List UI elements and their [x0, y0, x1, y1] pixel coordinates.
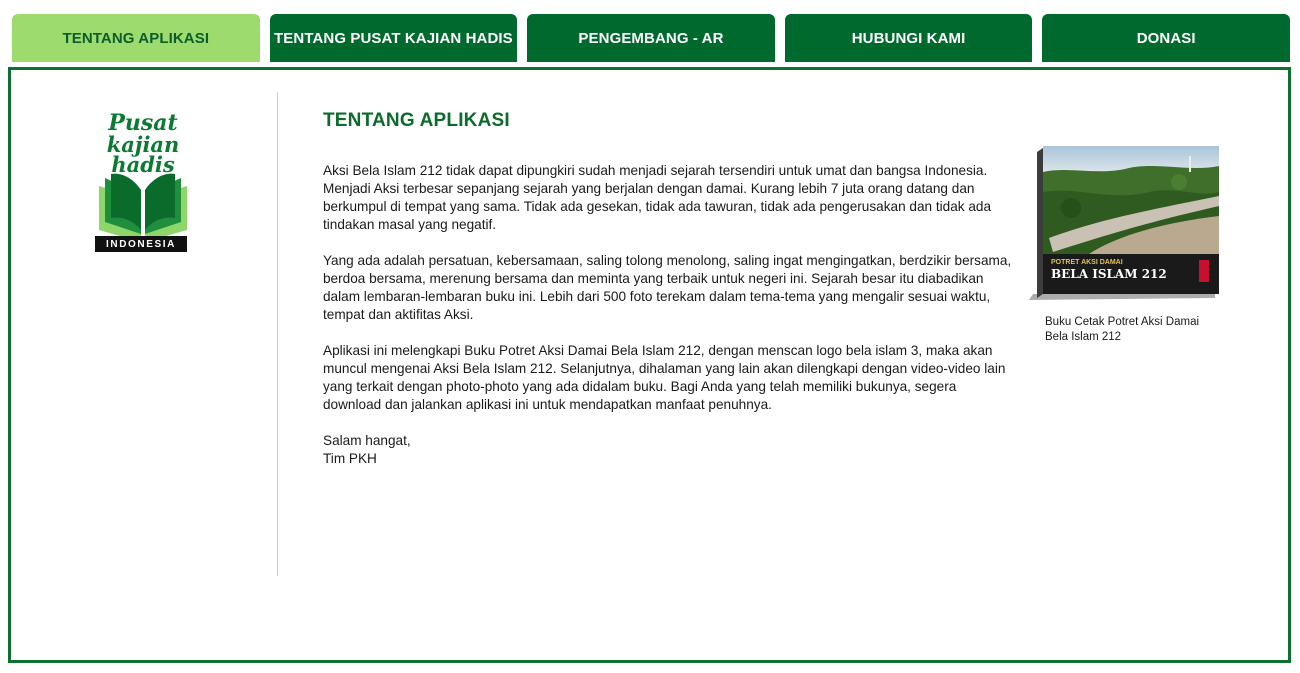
tab-pengembang-ar[interactable]: PENGEMBANG - AR	[527, 14, 775, 62]
tab-donasi[interactable]: DONASI	[1042, 14, 1290, 62]
paragraph-1: Aksi Bela Islam 212 tidak dapat dipungkiri sudah menjadi sejarah tersendiri untuk umat dan bangsa Indonesia. Menjadi Aksi terbesar sepanjang sejarah yang berjalan dengan damai. Kurang lebih 7 juta orang datang dan berkumpul di tempat yang sama. Tidak ada gesekan, tidak ada tawuran, tidak ada pengerusakan dan tidak ada tindakan masal yang negatif.	[323, 163, 992, 232]
paragraph-2: Yang ada adalah persatuan, kebersamaan, saling tolong menolong, saling ingat mengingatkan, berdzikir bersama, berdoa bersama, merenung bersama dan meminta yang terbaik untuk negeri ini. Sejarah besar itu diabadikan dalam lembaran-lembaran buku ini. Lebih dari 500 foto terekam dalam tema-tema yang mengalir sesuai waktu, tempat dan aktifitas Aksi.	[323, 253, 1012, 322]
content-frame	[8, 67, 1291, 663]
book-cover-subtitle: POTRET AKSI DAMAI	[1051, 259, 1123, 266]
tab-hubungi-kami[interactable]: HUBUNGI KAMI	[785, 14, 1033, 62]
page-title: TENTANG APLIKASI	[323, 110, 510, 131]
logo-graphic	[95, 106, 191, 236]
tab-tentang-pusat-kajian-hadis[interactable]: TENTANG PUSAT KAJIAN HADIS	[270, 14, 518, 62]
book-cover-title: BELA ISLAM 212	[1051, 267, 1167, 281]
book-cover-image	[1029, 142, 1219, 300]
logo-line-3: hadis	[111, 152, 175, 177]
logo-line-2: kajian	[106, 132, 180, 157]
paragraph-3: Aplikasi ini melengkapi Buku Potret Aksi Damai Bela Islam 212, dengan menscan logo bela islam 3, maka akan muncul mengenai Aksi Bela Islam 212. Selanjutnya, dihalaman yang lain akan dilengkapi dengan video-video lain yang terkait dengan photo-photo yang ada didalam buku. Bagi Anda yang telah memiliki bukunya, segera download dan jalankan aplikasi ini untuk mendapatkan manfaat penuhnya.	[323, 343, 1006, 412]
book-caption: Buku Cetak Potret Aksi Damai Bela Islam 212	[1045, 316, 1200, 343]
logo-country-label: INDONESIA	[95, 236, 187, 252]
pusat-kajian-hadis-logo	[95, 106, 191, 252]
signature-text: Tim PKH	[323, 451, 377, 466]
open-book-icon	[99, 174, 187, 236]
tab-tentang-aplikasi[interactable]: TENTANG APLIKASI	[12, 14, 260, 62]
main-content	[323, 110, 1013, 468]
logo-line-1: Pusat	[108, 110, 178, 136]
top-tab-bar	[12, 14, 1290, 62]
closing-text: Salam hangat,	[323, 433, 411, 448]
book-promo	[1029, 142, 1227, 345]
vertical-divider	[277, 92, 278, 576]
